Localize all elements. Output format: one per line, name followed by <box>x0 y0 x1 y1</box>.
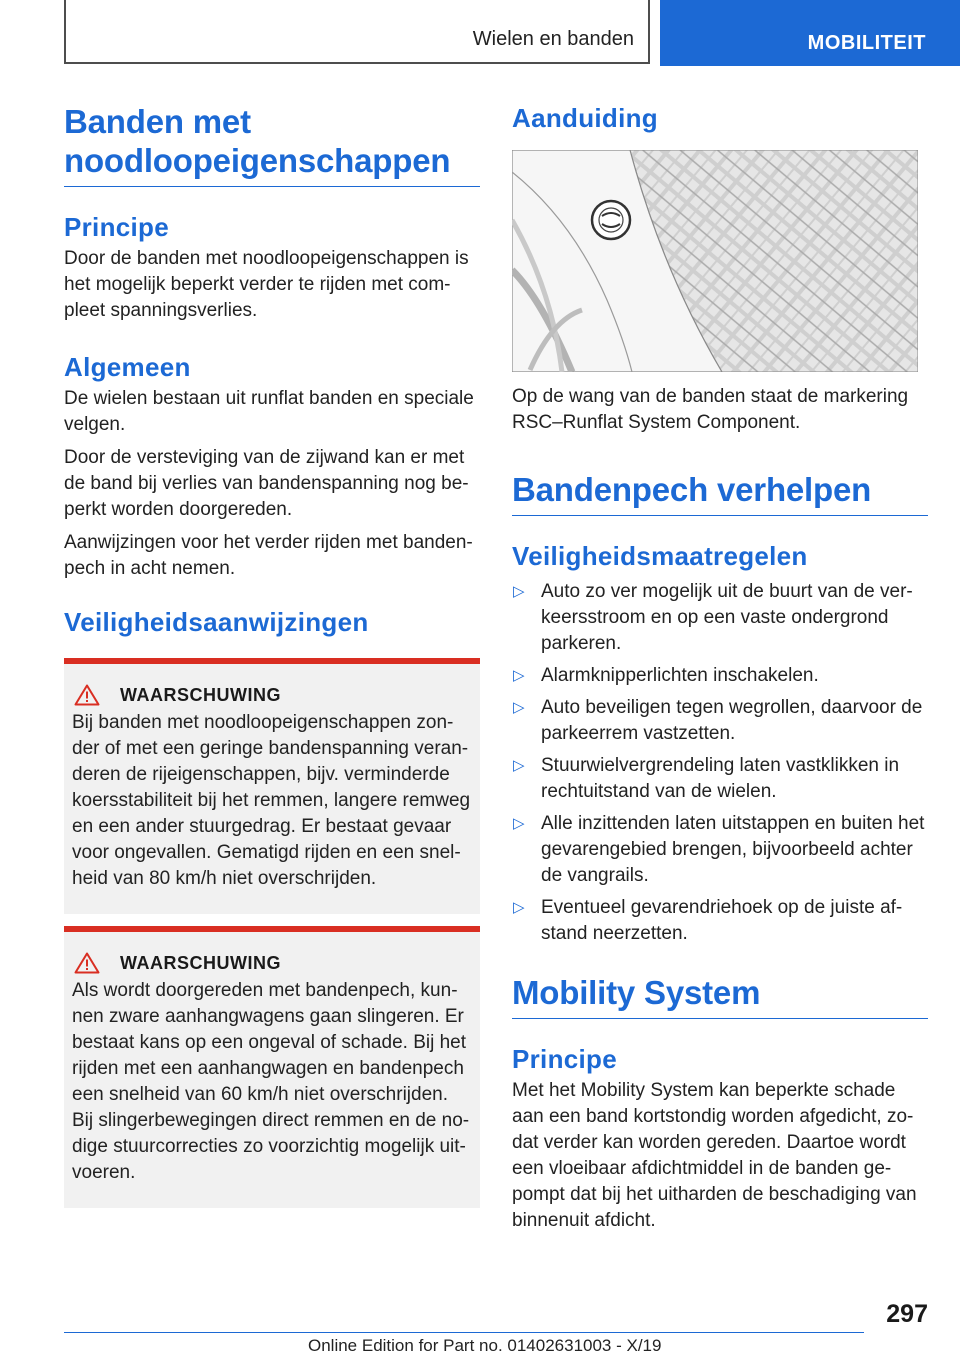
tire-sidewall-figure <box>512 150 918 372</box>
runflat-title-line2: noodloopeigenschappen <box>64 142 451 179</box>
tire-illustration <box>512 150 918 372</box>
warning-header <box>74 952 472 974</box>
warning-text: Als wordt doorgereden met bandenpech, kun-nen zware aanhangwagens gaan slingeren. Er bestaat kans op een ongeval of schade. Bij het rijden met een aanhangwagen en bandenpech een snelheid van 60 km/h niet overschrijden. Bij slingerbewegingen direct remmen en de no-dige stuurcorrecties zo voorzichtig mogelijk uit-voeren. <box>72 980 470 1183</box>
edition-note: Online Edition for Part no. 01402631003 - X/19 <box>308 1336 662 1355</box>
warning-title: WAARSCHUWING <box>120 684 281 705</box>
header-chapter-tab <box>660 0 960 66</box>
mobility-title: Mobility System <box>512 974 761 1011</box>
triangle-right-icon: ▷ <box>513 899 525 916</box>
triangle-right-icon: ▷ <box>513 815 525 832</box>
page-number: 297 <box>886 1300 928 1328</box>
list-item-text: Stuurwielvergrendeling laten vastklikken in rechtuitstand van de wielen. <box>541 755 900 802</box>
triangle-right-icon: ▷ <box>513 699 525 716</box>
list-item <box>512 753 928 805</box>
footer-divider <box>64 1332 864 1333</box>
header-section-title: Wielen en banden <box>472 28 634 50</box>
list-item-text: Alle inzittenden laten uitstappen en buiten het gevarengebied brengen, bijvoorbeeld achter de vangrails. <box>541 813 925 886</box>
header-section-box <box>64 0 650 64</box>
mobility-principe-heading: Principe <box>512 1044 617 1074</box>
bandenpech-title-block <box>512 470 928 516</box>
mobility-principe-text: Met het Mobility System kan beperkte schade aan een band kortstondig worden afgedicht, zo-dat verder kan worden gereden. Daartoe wordt een vloeibaar afdichtmiddel in de banden ge-pompt dat bij het uitharden de beschadiging van binnenuit afdicht. <box>512 1080 917 1231</box>
triangle-right-icon: ▷ <box>513 667 525 684</box>
list-item <box>512 895 928 947</box>
runflat-title <box>64 102 480 180</box>
list-item <box>512 579 928 657</box>
warning-text: Bij banden met noodloopeigenschappen zon-der of met een geringe bandenspanning veran-deren de rijeigenschappen, bijv. verminderde koersstabiliteit bij het remmen, langere remweg en een ander stuurgedrag. Er bestaat gevaar voor ongevallen. Gematigd rijden en een snel-heid van 80 km/h niet overschrijden. <box>72 712 471 889</box>
warning-box <box>64 926 480 1208</box>
right-column <box>512 102 928 1234</box>
warning-box <box>64 658 480 914</box>
list-item-text: Alarmknipperlichten inschakelen. <box>541 665 819 686</box>
triangle-right-icon: ▷ <box>513 757 525 774</box>
list-item <box>512 695 928 747</box>
algemeen-paragraph: Aanwijzingen voor het verder rijden met banden-pech in acht nemen. <box>64 532 473 579</box>
bandenpech-title: Bandenpech verhelpen <box>512 471 872 508</box>
list-item-text: Auto zo ver mogelijk uit de buurt van de ver-keersstroom en op een vaste ondergrond parkeren. <box>541 581 913 654</box>
algemeen-paragraph: De wielen bestaan uit runflat banden en speciale velgen. <box>64 388 474 435</box>
left-column <box>64 102 480 1208</box>
aanduiding-heading: Aanduiding <box>512 103 658 133</box>
safety-steps-list <box>512 579 928 947</box>
warning-triangle-icon <box>74 684 100 706</box>
mobility-title-block <box>512 973 928 1019</box>
page-header <box>0 0 960 66</box>
list-item <box>512 663 928 689</box>
warning-title: WAARSCHUWING <box>120 952 281 973</box>
list-item <box>512 811 928 889</box>
algemeen-paragraph: Door de versteviging van de zijwand kan er met de band bij verlies van bandenspanning nog be-perkt worden doorgereden. <box>64 447 469 520</box>
runflat-title-block <box>64 102 480 187</box>
algemeen-heading: Algemeen <box>64 352 191 382</box>
list-item-text: Auto beveiligen tegen wegrollen, daarvoor de parkeerrem vastzetten. <box>541 697 923 744</box>
triangle-right-icon: ▷ <box>513 583 525 600</box>
runflat-title-line1: Banden met <box>64 103 251 140</box>
aanduiding-caption: Op de wang van de banden staat de markering RSC–Runflat System Component. <box>512 386 909 433</box>
list-item-text: Eventueel gevarendriehoek op de juiste af-stand neerzetten. <box>541 897 903 944</box>
veiligheid-heading: Veiligheidsaanwijzingen <box>64 607 369 637</box>
principe-text: Door de banden met noodloopeigenschappen is het mogelijk beperkt verder te rijden met com-pleet spanningsverlies. <box>64 248 469 321</box>
veiligheidsmaatregelen-heading: Veiligheidsmaatregelen <box>512 541 808 571</box>
warning-triangle-icon <box>74 952 100 974</box>
principe-heading: Principe <box>64 212 169 242</box>
header-chapter-label: MOBILITEIT <box>807 32 926 54</box>
warning-header <box>74 684 472 706</box>
